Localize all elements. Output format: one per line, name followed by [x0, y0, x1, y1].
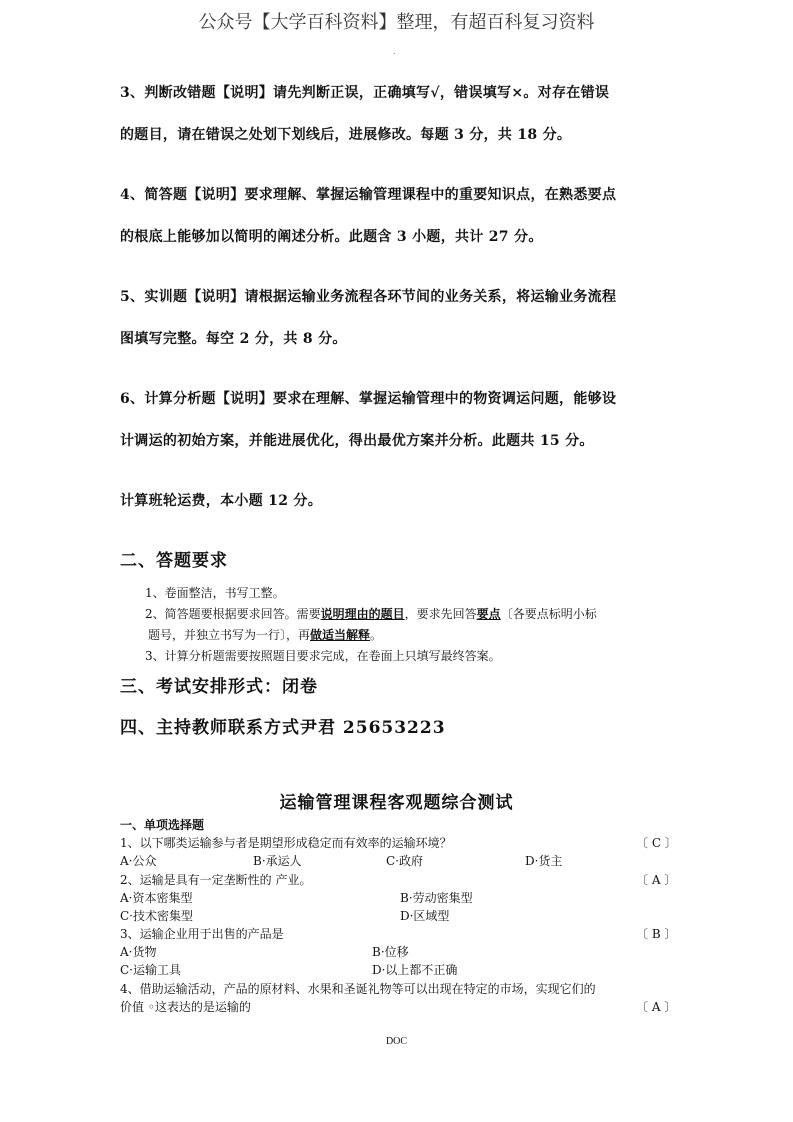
q1-option-d: D·货主	[525, 854, 563, 868]
q2-option-a: A·资本密集型	[120, 891, 193, 905]
q3-answer: 〔 B 〕	[636, 927, 677, 941]
instruction-3-line2: 的题目，请在错误之处划下划线后，进展修改。每题 3 分，共 18 分。	[120, 127, 572, 143]
req2-text-a: 2、简答题要根据要求回答。需要	[145, 607, 321, 621]
instruction-4-line2: 的根底上能够加以简明的阐述分析。此题含 3 小题，共计 27 分。	[120, 229, 543, 245]
req2-text-f: 题号，并独立书写为一行〕，再	[148, 628, 311, 642]
q3-option-c: C·运输工具	[120, 963, 181, 977]
requirement-2-line1	[145, 605, 597, 622]
req2-underlined-explain: 做适当解释	[310, 628, 371, 642]
instruction-3-line1: 3、判断改错题【说明】请先判断正误，正确填写√，错误填写×。对存在错误	[120, 85, 610, 101]
req2-underlined-reason: 说明理由的题目	[320, 607, 405, 621]
q1-text: 1、以下哪类运输参与者是期望形成稳定而有效率的运输环境？	[120, 836, 452, 850]
q3-option-d: D·以上都不正确	[372, 963, 458, 977]
q2-option-b: B·劳动密集型	[400, 891, 473, 905]
req2-text-e: 〔各要点标明小标	[500, 607, 597, 621]
req2-text-c: ，要求先回答	[404, 607, 477, 621]
quiz-section-heading: 一、单项选择题	[120, 818, 205, 832]
header-dot: .	[393, 47, 396, 56]
requirement-3: 3、计算分析题需要按照题目要求完成，在卷面上只填写最终答案。	[145, 649, 501, 663]
instruction-6-line2: 计调运的初始方案，并能进展优化，得出最优方案并分析。此题共 15 分。	[120, 433, 594, 449]
page-header: 公众号【大学百科资料】整理，有超百科复习资料	[198, 12, 595, 33]
section-2-heading: 二、答题要求	[120, 551, 228, 571]
q1-answer: 〔 C 〕	[636, 836, 677, 850]
q1-option-a: A·公众	[120, 854, 157, 868]
instruction-5-line2: 图填写完整。每空 2 分，共 8 分。	[120, 331, 347, 347]
quiz-title: 运输管理课程客观题综合测试	[279, 793, 514, 813]
q2-option-c: C·技术密集型	[120, 909, 193, 923]
q2-answer: 〔 A 〕	[636, 873, 677, 887]
q1-option-c: C·政府	[386, 854, 423, 868]
q3-option-b: B·位移	[372, 945, 409, 959]
req2-underlined-points: 要点	[476, 607, 501, 621]
instruction-5-line1: 5、实训题【说明】请根据运输业务流程各环节间的业务关系，将运输业务流程	[120, 289, 617, 305]
q1-option-b: B·承运人	[253, 854, 302, 868]
requirement-2-line2	[148, 626, 382, 643]
req2-text-h: 。	[370, 628, 383, 642]
q2-option-d: D·区域型	[400, 909, 450, 923]
section-3-heading: 三、考试安排形式：闭卷	[120, 677, 318, 697]
q4-answer: 〔 A 〕	[636, 1000, 677, 1014]
q3-option-a: A·货物	[120, 945, 157, 959]
section-4-heading: 四、主持教师联系方式尹君 25653223	[120, 718, 446, 738]
page-footer: DOC	[385, 1036, 408, 1047]
instruction-4-line1: 4、简答题【说明】要求理解、掌握运输管理课程中的重要知识点，在熟悉要点	[120, 187, 617, 203]
q3-text: 3、运输企业用于出售的产品是	[120, 927, 284, 941]
calc-note: 计算班轮运费，本小题 12 分。	[120, 493, 323, 509]
q2-text: 2、运输是具有一定垄断性的 产业。	[120, 873, 312, 887]
requirement-1: 1、卷面整洁，书写工整。	[145, 586, 285, 600]
instruction-6-line1: 6、计算分析题【说明】要求在理解、掌握运输管理中的物资调运问题，能够设	[120, 391, 617, 407]
q4-text-line2: 价值 ◦这表达的是运输的	[120, 1000, 251, 1014]
q4-text-line1: 4、借助运输活动，产品的原材料、水果和圣诞礼物等可以出现在特定的市场，实现它们的	[120, 982, 596, 996]
